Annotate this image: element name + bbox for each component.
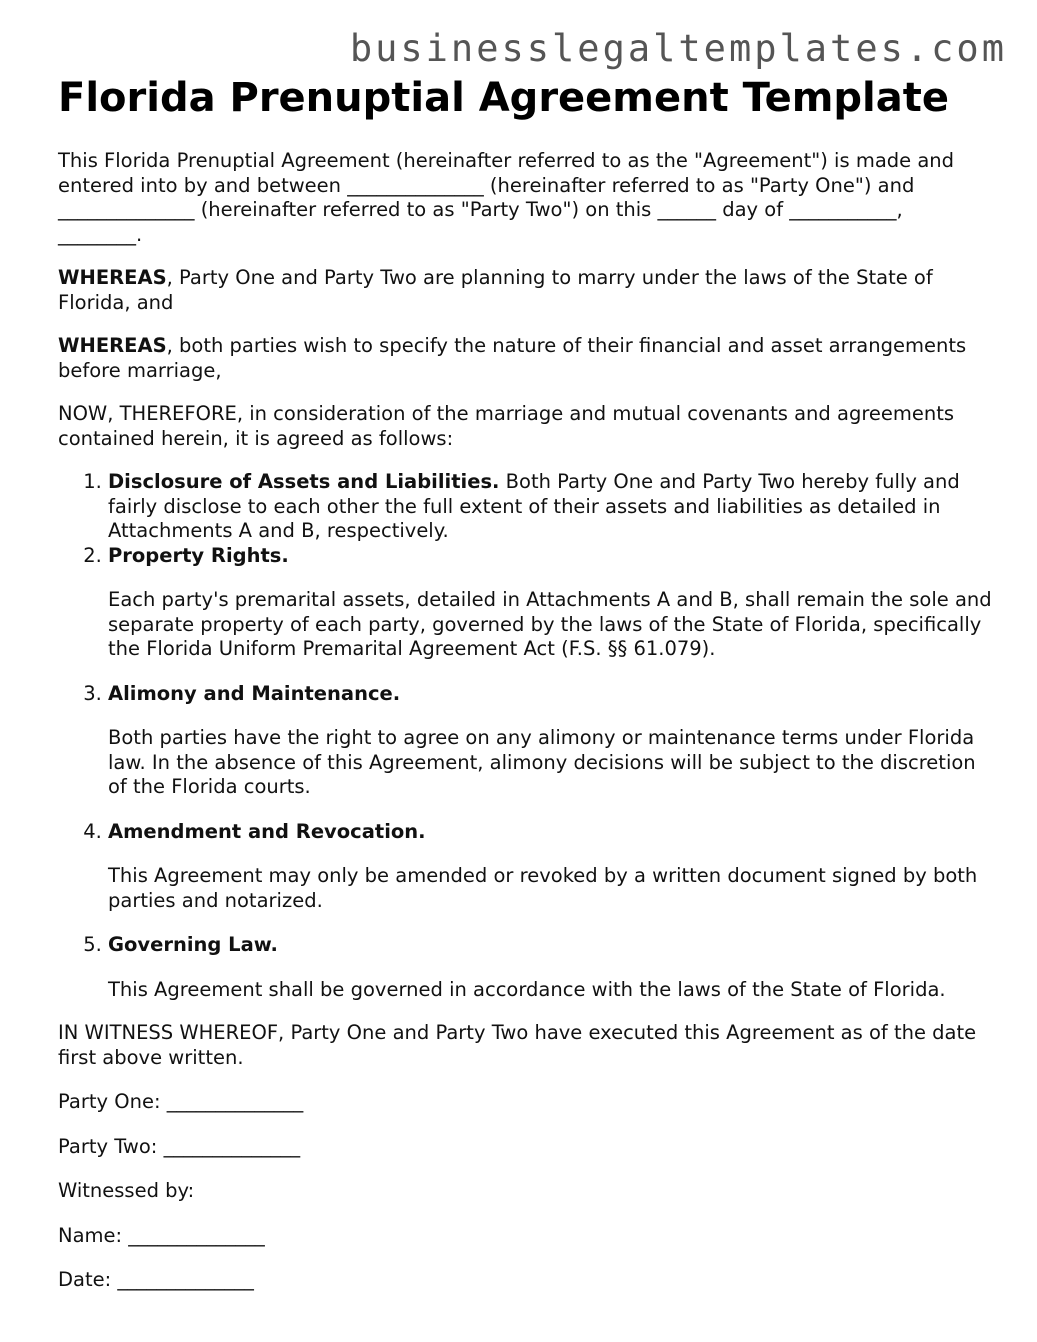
signature-party-two: Party Two: ______________ — [58, 1134, 301, 1158]
section-text: This Agreement shall be governed in accordance with the laws of the State of Florida. — [108, 977, 946, 1001]
whereas-clause-2 — [58, 334, 993, 383]
section-heading: Alimony and Maintenance. — [108, 681, 401, 705]
whereas-label: WHEREAS — [58, 266, 167, 289]
intro-paragraph: This Florida Prenuptial Agreement (hereinafter referred to as the "Agreement") is made and entered into by and between ______________ (hereinafter referred to as "Party One") and ______________ (hereinafter referred to as "Party Two") on this ______ day of ___________, ________. — [58, 149, 955, 246]
section-heading: Amendment and Revocation. — [108, 819, 426, 843]
section-disclosure — [108, 470, 993, 544]
whereas-label: WHEREAS — [58, 334, 167, 357]
section-heading: Disclosure of Assets and Liabilities. — [108, 470, 500, 493]
witness-name-line: Name: ______________ — [58, 1223, 265, 1247]
section-text: Both Party One and Party Two hereby fully and fairly disclose to each other the full extent of their assets and liabilities as detailed in Attachments A and B, respectively. — [108, 470, 960, 542]
site-watermark: businesslegaltemplates.com — [349, 27, 1007, 70]
witnessed-by-label: Witnessed by: — [58, 1179, 195, 1202]
section-alimony — [108, 682, 993, 800]
whereas-text: , Party One and Party Two are planning to marry under the laws of the State of Florida, and — [58, 266, 933, 314]
witness-date-line: Date: ______________ — [58, 1268, 254, 1291]
agreement-sections — [58, 470, 993, 1002]
section-text: This Agreement may only be amended or revoked by a written document signed by both parties and notarized. — [108, 864, 978, 912]
document-title: Florida Prenuptial Agreement Template — [58, 75, 949, 121]
section-amendment — [108, 820, 993, 914]
document-page — [58, 74, 993, 1293]
section-text: Each party's premarital assets, detailed in Attachments A and B, shall remain the sole and separate property of each party, governed by the laws of the State of Florida, specifically the Florida Uniform Premarital Agreement Act (F.S. §§ 61.079). — [108, 588, 992, 660]
section-property-rights — [108, 544, 993, 662]
signature-party-one: Party One: ______________ — [58, 1090, 304, 1113]
whereas-text: , both parties wish to specify the nature of their financial and asset arrangements before marriage, — [58, 334, 967, 382]
now-therefore-paragraph: NOW, THEREFORE, in consideration of the marriage and mutual covenants and agreements contained herein, it is agreed as follows: — [58, 402, 955, 450]
section-governing-law — [108, 933, 993, 1002]
whereas-clause-1 — [58, 266, 993, 315]
witness-clause: IN WITNESS WHEREOF, Party One and Party Two have executed this Agreement as of the date first above written. — [58, 1021, 977, 1069]
section-heading: Governing Law. — [108, 933, 278, 956]
section-heading: Property Rights. — [108, 543, 289, 567]
section-text: Both parties have the right to agree on any alimony or maintenance terms under Florida law. In the absence of this Agreement, alimony decisions will be subject to the discretion of the Florida courts. — [108, 726, 976, 798]
